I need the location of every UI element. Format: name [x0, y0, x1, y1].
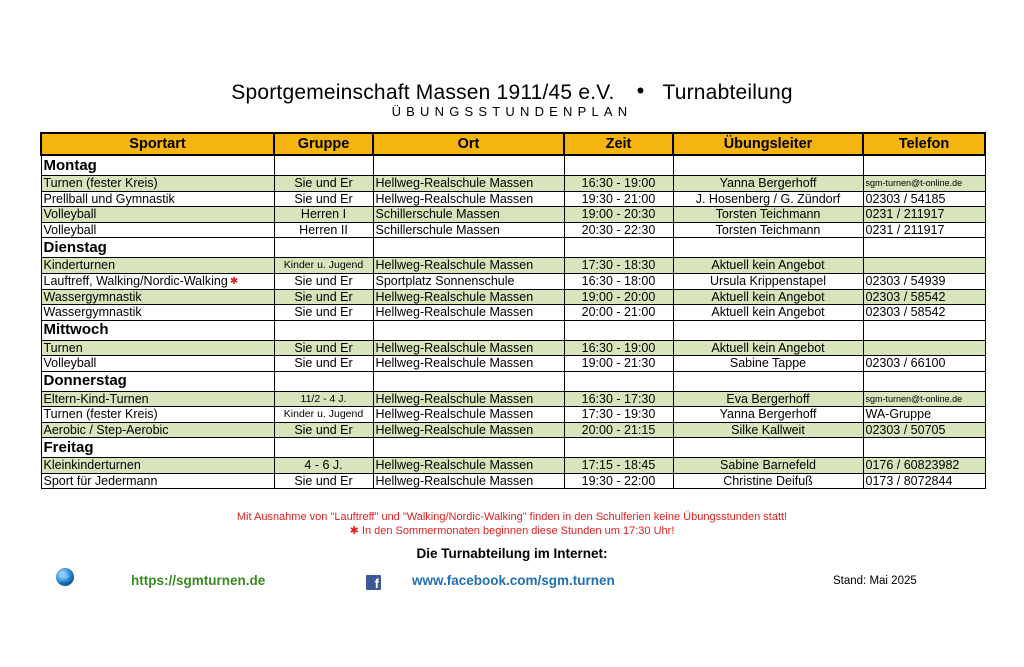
zeit-cell: 17:30 - 18:30	[564, 258, 673, 274]
telefon-cell: 02303 / 58542	[863, 289, 985, 305]
table-row	[41, 222, 985, 238]
zeit-cell: 19:30 - 21:00	[564, 191, 673, 207]
telefon-cell	[863, 258, 985, 274]
zeit-cell: 17:15 - 18:45	[564, 458, 673, 474]
column-header-gruppe: Gruppe	[274, 133, 373, 155]
ort-cell: Hellweg-Realschule Massen	[373, 258, 564, 274]
internet-heading: Die Turnabteilung im Internet:	[416, 546, 608, 561]
telefon-cell: sgm-turnen@t-online.de	[863, 176, 985, 192]
sport-cell: Turnen (fester Kreis)	[41, 176, 274, 192]
ort-cell: Schillerschule Massen	[373, 207, 564, 223]
gruppe-cell: Kinder u. Jugend	[274, 407, 373, 423]
page-subtitle: ÜBUNGSSTUNDENPLAN	[391, 104, 633, 119]
day-label: Donnerstag	[41, 371, 274, 391]
day-row-donnerstag	[41, 371, 985, 391]
leiter-cell: Silke Kallweit	[673, 422, 863, 438]
sport-cell: Prellball und Gymnastik	[41, 191, 274, 207]
zeit-cell: 20:30 - 22:30	[564, 222, 673, 238]
column-header-telefon: Telefon	[863, 133, 985, 155]
ort-cell: Hellweg-Realschule Massen	[373, 305, 564, 321]
stand-date: Stand: Mai 2025	[833, 575, 917, 587]
leiter-cell: Aktuell kein Angebot	[673, 340, 863, 356]
telefon-cell: 02303 / 54185	[863, 191, 985, 207]
sport-cell: Kinderturnen	[41, 258, 274, 274]
telefon-cell: 0231 / 211917	[863, 207, 985, 223]
leiter-cell: Sabine Tappe	[673, 356, 863, 372]
website-link[interactable]: https://sgmturnen.de	[131, 573, 266, 588]
ort-cell: Sportplatz Sonnenschule	[373, 273, 564, 289]
asterisk-marker: ✱	[229, 275, 239, 287]
leiter-cell: J. Hosenberg / G. Zündorf	[673, 191, 863, 207]
gruppe-cell: Sie und Er	[274, 289, 373, 305]
day-label: Montag	[41, 155, 274, 176]
leiter-cell: Aktuell kein Angebot	[673, 258, 863, 274]
table-row	[41, 340, 985, 356]
gruppe-cell: 11/2 - 4 J.	[274, 391, 373, 407]
table-row	[41, 305, 985, 321]
leiter-cell: Aktuell kein Angebot	[673, 305, 863, 321]
sport-cell: Aerobic / Step-Aerobic	[41, 422, 274, 438]
telefon-cell: 0231 / 211917	[863, 222, 985, 238]
leiter-cell: Ursula Krippenstapel	[673, 273, 863, 289]
ort-cell: Hellweg-Realschule Massen	[373, 422, 564, 438]
telefon-cell: sgm-turnen@t-online.de	[863, 391, 985, 407]
zeit-cell: 19:00 - 21:30	[564, 356, 673, 372]
facebook-icon: f	[366, 575, 381, 590]
column-header-sportart: Sportart	[41, 133, 274, 155]
leiter-cell: Aktuell kein Angebot	[673, 289, 863, 305]
column-header-zeit: Zeit	[564, 133, 673, 155]
leiter-cell: Yanna Bergerhoff	[673, 407, 863, 423]
leiter-cell: Sabine Barnefeld	[673, 458, 863, 474]
zeit-cell: 20:00 - 21:15	[564, 422, 673, 438]
telefon-cell: WA-Gruppe	[863, 407, 985, 423]
table-row	[41, 407, 985, 423]
gruppe-cell: Sie und Er	[274, 473, 373, 489]
table-row	[41, 191, 985, 207]
ort-cell: Hellweg-Realschule Massen	[373, 356, 564, 372]
table-header-row	[41, 133, 985, 155]
sport-label: Lauftreff, Walking/Nordic-Walking	[43, 273, 228, 288]
sport-cell: Volleyball	[41, 207, 274, 223]
sport-cell: Turnen	[41, 340, 274, 356]
leiter-cell: Torsten Teichmann	[673, 207, 863, 223]
schedule-table	[40, 132, 986, 489]
column-header-ort: Ort	[373, 133, 564, 155]
summer-note-text: In den Sommermonaten beginnen diese Stunden um 17:30 Uhr!	[361, 525, 675, 537]
telefon-cell: 0173 / 8072844	[863, 473, 985, 489]
day-row-montag	[41, 155, 985, 176]
ort-cell: Hellweg-Realschule Massen	[373, 407, 564, 423]
ort-cell: Hellweg-Realschule Massen	[373, 473, 564, 489]
zeit-cell: 17:30 - 19:30	[564, 407, 673, 423]
sport-cell	[41, 273, 274, 289]
telefon-cell	[863, 340, 985, 356]
zeit-cell: 19:00 - 20:00	[564, 289, 673, 305]
zeit-cell: 16:30 - 19:00	[564, 176, 673, 192]
sport-cell: Turnen (fester Kreis)	[41, 407, 274, 423]
telefon-cell: 02303 / 58542	[863, 305, 985, 321]
day-row-dienstag	[41, 238, 985, 258]
table-row	[41, 356, 985, 372]
gruppe-cell: Herren I	[274, 207, 373, 223]
zeit-cell: 19:00 - 20:30	[564, 207, 673, 223]
telefon-cell: 02303 / 54939	[863, 273, 985, 289]
ort-cell: Hellweg-Realschule Massen	[373, 391, 564, 407]
department-name: Turnabteilung	[662, 81, 793, 104]
day-label: Dienstag	[41, 238, 274, 258]
gruppe-cell: Sie und Er	[274, 273, 373, 289]
gruppe-cell: Sie und Er	[274, 340, 373, 356]
ort-cell: Hellweg-Realschule Massen	[373, 340, 564, 356]
table-row	[41, 458, 985, 474]
table-row	[41, 207, 985, 223]
day-label: Mittwoch	[41, 320, 274, 340]
summer-note	[0, 524, 1024, 537]
page-title	[0, 78, 1024, 105]
table-row	[41, 176, 985, 192]
table-row	[41, 473, 985, 489]
sport-cell: Wassergymnastik	[41, 289, 274, 305]
gruppe-cell: 4 - 6 J.	[274, 458, 373, 474]
facebook-link[interactable]: www.facebook.com/sgm.turnen	[412, 573, 615, 588]
gruppe-cell: Sie und Er	[274, 305, 373, 321]
table-row	[41, 391, 985, 407]
gruppe-cell: Sie und Er	[274, 356, 373, 372]
ort-cell: Hellweg-Realschule Massen	[373, 176, 564, 192]
gruppe-cell: Herren II	[274, 222, 373, 238]
zeit-cell: 16:30 - 17:30	[564, 391, 673, 407]
column-header-uebungsleiter: Übungsleiter	[673, 133, 863, 155]
gruppe-cell: Sie und Er	[274, 176, 373, 192]
ort-cell: Hellweg-Realschule Massen	[373, 191, 564, 207]
globe-icon	[55, 567, 75, 587]
leiter-cell: Eva Bergerhoff	[673, 391, 863, 407]
zeit-cell: 16:30 - 18:00	[564, 273, 673, 289]
asterisk-marker: ✱	[349, 525, 359, 537]
telefon-cell: 02303 / 50705	[863, 422, 985, 438]
zeit-cell: 19:30 - 22:00	[564, 473, 673, 489]
table-row	[41, 258, 985, 274]
leiter-cell: Yanna Bergerhoff	[673, 176, 863, 192]
ort-cell: Hellweg-Realschule Massen	[373, 289, 564, 305]
table-row	[41, 273, 985, 289]
holiday-note: Mit Ausnahme von "Lauftreff" und "Walking/Nordic-Walking" finden in den Schulferien keine Übungsstunden statt!	[236, 511, 788, 523]
sport-cell: Volleyball	[41, 356, 274, 372]
table-row	[41, 289, 985, 305]
zeit-cell: 20:00 - 21:00	[564, 305, 673, 321]
sport-cell: Volleyball	[41, 222, 274, 238]
day-row-mittwoch	[41, 320, 985, 340]
sport-cell: Kleinkinderturnen	[41, 458, 274, 474]
sport-cell: Sport für Jedermann	[41, 473, 274, 489]
leiter-cell: Christine Deifuß	[673, 473, 863, 489]
club-name: Sportgemeinschaft Massen 1911/45 e.V.	[231, 81, 615, 104]
zeit-cell: 16:30 - 19:00	[564, 340, 673, 356]
day-label: Freitag	[41, 438, 274, 458]
table-row	[41, 422, 985, 438]
sport-cell: Wassergymnastik	[41, 305, 274, 321]
title-separator: •	[636, 78, 645, 103]
gruppe-cell: Kinder u. Jugend	[274, 258, 373, 274]
gruppe-cell: Sie und Er	[274, 191, 373, 207]
ort-cell: Schillerschule Massen	[373, 222, 564, 238]
ort-cell: Hellweg-Realschule Massen	[373, 458, 564, 474]
day-row-freitag	[41, 438, 985, 458]
telefon-cell: 02303 / 66100	[863, 356, 985, 372]
telefon-cell: 0176 / 60823982	[863, 458, 985, 474]
sport-cell: Eltern-Kind-Turnen	[41, 391, 274, 407]
gruppe-cell: Sie und Er	[274, 422, 373, 438]
leiter-cell: Torsten Teichmann	[673, 222, 863, 238]
